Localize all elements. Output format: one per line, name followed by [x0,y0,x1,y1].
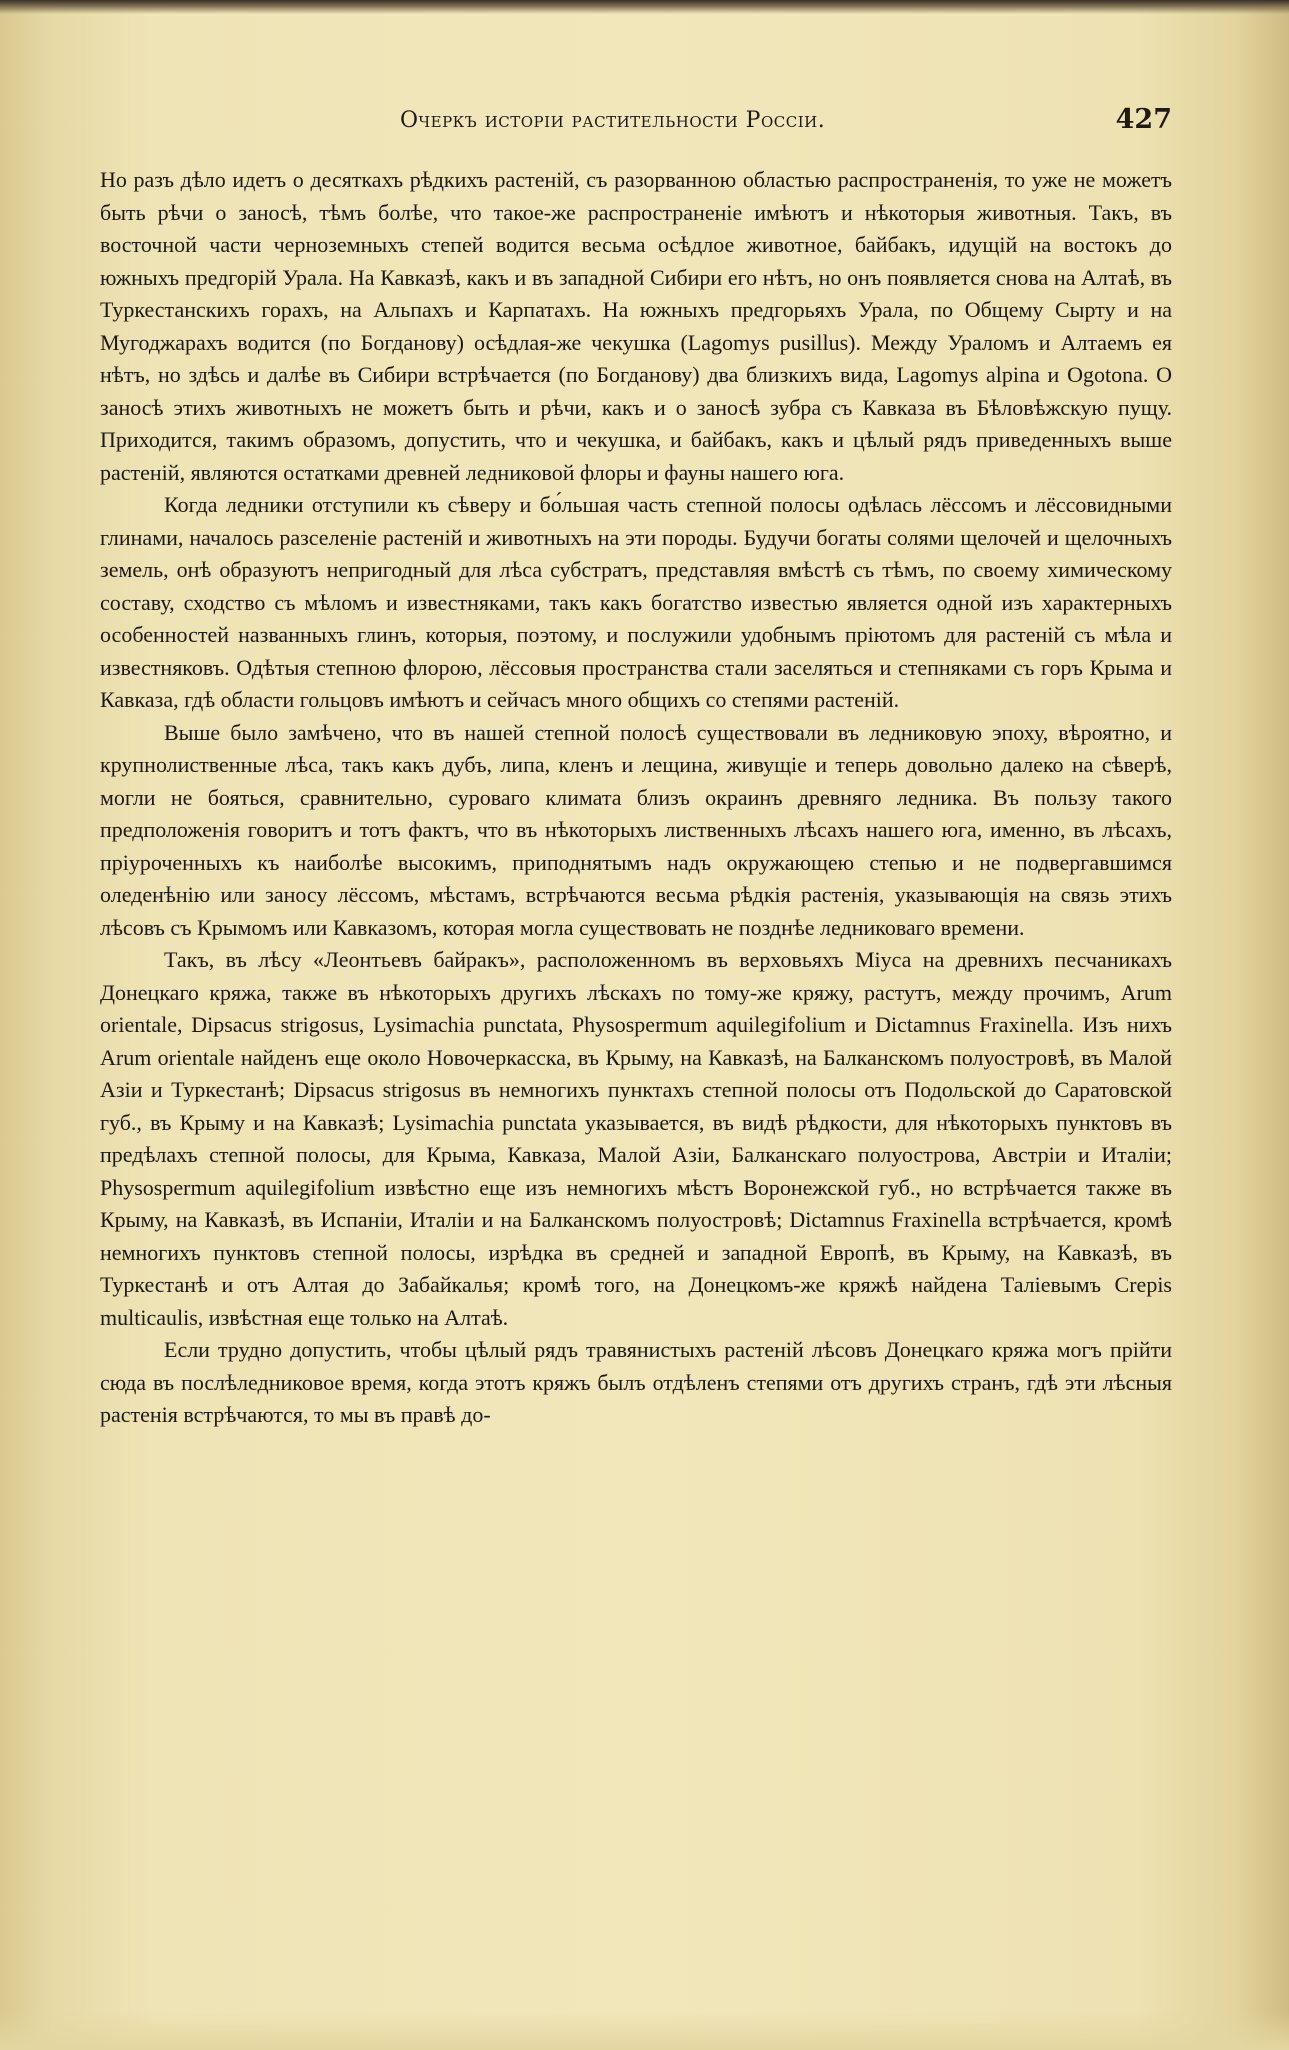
page-header [100,104,1172,144]
page-number: 427 [1115,104,1172,135]
paragraph: Такъ, въ лѣсу «Леонтьевъ байракъ», расположенномъ въ верховьяхъ Міуса на древнихъ песчаникахъ Донецкаго кряжа, также въ нѣкоторыхъ другихъ лѣскахъ по тому-же кряжу, растутъ, между прочимъ, Arum orientale, Dipsacus strigosus, Lysimachia punctata, Physospermum aquilegifolium и Dictamnus Fraxinella. Изъ нихъ Arum orientale найденъ еще около Новочеркасска, въ Крыму, на Кавказѣ, на Балканскомъ полуостровѣ, въ Малой Азіи и Туркестанѣ; Dipsacus strigosus въ немногихъ пунктахъ степной полосы отъ Подольской до Саратовской губ., въ Крыму и на Кавказѣ; Lysimachia punctata указывается, въ видѣ рѣдкости, для нѣкоторыхъ пунктовъ въ предѣлахъ степной полосы, для Крыма, Кавказа, Малой Азіи, Балканскаго полуострова, Австріи и Италіи; Physospermum aquilegifolium извѣстно еще изъ немногихъ мѣстъ Воронежской губ., но встрѣчается также въ Крыму, на Кавказѣ, въ Испаніи, Италіи и на Балканскомъ полуостровѣ; Dictamnus Fraxinella встрѣчается, кромѣ немногихъ пунктовъ степной полосы, изрѣдка въ средней и западной Европѣ, въ Крыму, на Кавказѣ, въ Туркестанѣ и отъ Алтая до Забайкалья; кромѣ того, на Донецкомъ-же кряжѣ найдена Таліевымъ Crepis multicaulis, извѣстная еще только на Алтаѣ. [100,947,1172,1330]
paragraph: Когда ледники отступили къ сѣверу и бо́льшая часть степной полосы одѣлась лёссомъ и лёссовидными глинами, началось разселеніе растеній и животныхъ на эти породы. Будучи богаты солями щелочей и щелочныхъ земель, онѣ образуютъ непригодный для лѣса субстратъ, представляя вмѣстѣ съ тѣмъ, по своему химическому составу, сходство съ мѣломъ и известняками, такъ какъ богатство известью является одной изъ характерныхъ особенностей названныхъ глинъ, которыя, поэтому, и послужили удобнымъ пріютомъ для растеній съ мѣла и известняковъ. Одѣтыя степною флорою, лёссовыя пространства стали заселяться и степняками съ горъ Крыма и Кавказа, гдѣ области гольцовъ имѣютъ и сейчасъ много общихъ со степями растеній. [100,492,1172,712]
page-edge-shading [0,2010,1289,2050]
paragraph: Если трудно допустить, чтобы цѣлый рядъ травянистыхъ растеній лѣсовъ Донецкаго кряжа могъ прійти сюда въ послѣледниковое время, когда этотъ кряжъ былъ отдѣленъ степями отъ другихъ странъ, гдѣ эти лѣсныя растенія встрѣчаются, то мы въ правѣ до- [100,1337,1172,1427]
paragraph: Выше было замѣчено, что въ нашей степной полосѣ существовали въ ледниковую эпоху, вѣроятно, и крупнолиственные лѣса, такъ какъ дубъ, липа, кленъ и лещина, живущіе и теперь довольно далеко на сѣверѣ, могли не бояться, сравнительно, суроваго климата близъ окраинъ древняго ледника. Въ пользу такого предположенія говоритъ и тотъ фактъ, что въ нѣкоторыхъ лиственныхъ лѣсахъ нашего юга, именно, въ лѣсахъ, пріуроченныхъ къ наиболѣе высокимъ, приподнятымъ надъ окружающею степью и не подвергавшимся оледенѣнію или заносу лёссомъ, мѣстамъ, встрѣчаются весьма рѣдкія растенія, указывающія на связь этихъ лѣсовъ съ Крымомъ или Кавказомъ, которая могла существовать не позднѣе ледниковаго времени. [100,719,1172,940]
running-title: Очеркъ исторіи растительности Россіи. [400,108,826,133]
body-text [100,164,1172,1432]
paragraph: Но разъ дѣло идетъ о десяткахъ рѣдкихъ растеній, съ разорванною областью распространенія, то уже не можетъ быть рѣчи о заносѣ, тѣмъ болѣе, что такое-же распространеніе имѣютъ и нѣкоторыя животныя. Такъ, въ восточной части черноземныхъ степей водится весьма осѣдлое животное, байбакъ, идущій на востокъ до южныхъ предгорій Урала. На Кавказѣ, какъ и въ западной Сибири его нѣтъ, но онъ появляется снова на Алтаѣ, въ Туркестанскихъ горахъ, на Альпахъ и Карпатахъ. На южныхъ предгорьяхъ Урала, по Общему Сырту и на Мугоджарахъ водится (по Богданову) осѣдлая-же чекушка (Lagomys pusillus). Между Ураломъ и Алтаемъ ея нѣтъ, но здѣсь и далѣе въ Сибири встрѣчается (по Богданову) два близкихъ вида, Lagomys alpina и Ogotona. О заносѣ этихъ животныхъ не можетъ быть и рѣчи, какъ и о заносѣ зубра съ Кавказа въ Бѣловѣжскую пущу. Приходится, такимъ образомъ, допустить, что и чекушка, и байбакъ, какъ и цѣлый рядъ приведенныхъ выше растеній, являются остатками древней ледниковой флоры и фауны нашего юга. [100,167,1172,485]
